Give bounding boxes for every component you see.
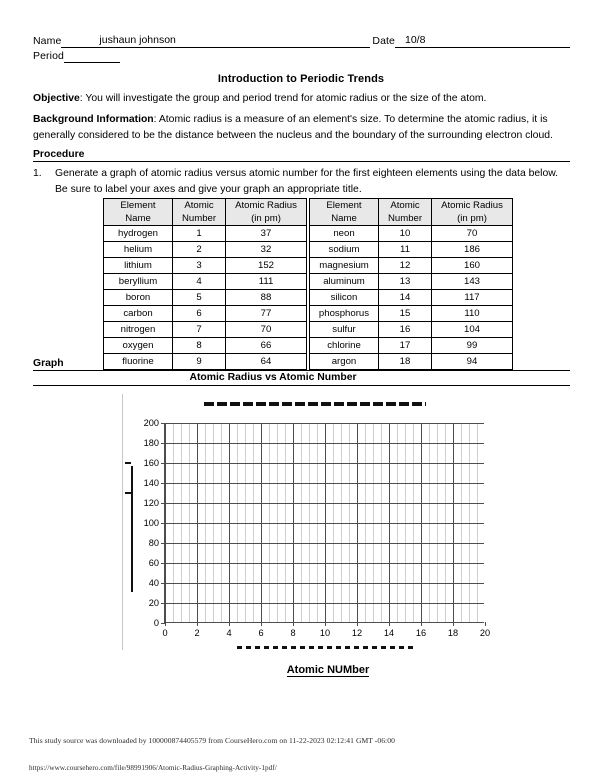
header-element-name [104, 199, 173, 226]
handwritten-xlabel-blank-line [237, 646, 417, 649]
table-row [310, 274, 513, 290]
header-element-name-line1: Element [120, 200, 156, 211]
table-row [310, 338, 513, 354]
table-row [104, 290, 307, 306]
header-atomic-radius-line2: (in pm) [251, 213, 281, 224]
cell-atomic-radius: 88 [226, 290, 307, 306]
cell-atomic-radius: 37 [226, 226, 307, 242]
cell-atomic-number: 12 [379, 258, 432, 274]
y-axis-tick-label: 40 [119, 579, 165, 588]
header-atomic-radius [432, 199, 513, 226]
footer-url[interactable]: https://www.coursehero.com/file/98991906/Atomic-Radius-Graphing-Activity-1pdf/ [29, 764, 277, 772]
x-axis-tick-label: 14 [374, 622, 404, 638]
x-axis-tick-label: 16 [406, 622, 436, 638]
y-axis-tick-label: 140 [119, 479, 165, 488]
cell-element-name: oxygen [104, 338, 173, 354]
cell-element-name: carbon [104, 306, 173, 322]
name-value: jushaun johnson [99, 34, 176, 46]
procedure-heading: Procedure [33, 148, 570, 162]
cell-atomic-number: 16 [379, 322, 432, 338]
background-paragraph [33, 112, 570, 143]
table-row [310, 226, 513, 242]
cell-atomic-number: 8 [173, 338, 226, 354]
cell-element-name: aluminum [310, 274, 379, 290]
cell-element-name: boron [104, 290, 173, 306]
name-input-line[interactable] [61, 34, 370, 48]
period-row [33, 48, 570, 63]
y-axis-tick-label: 160 [119, 459, 165, 468]
header-element-name-line2: Name [331, 213, 357, 224]
y-axis-tick-label: 100 [119, 519, 165, 528]
footer-source-text: This study source was downloaded by 100000874405579 from CourseHero.com on 11-22-2023 02:12:41 GMT -06:00 [29, 736, 395, 745]
header-atomic-radius-line1: Atomic Radius [441, 200, 503, 211]
y-axis-tick-label: 60 [119, 559, 165, 568]
procedure-item-1-number: 1. [33, 168, 42, 179]
table-row [104, 274, 307, 290]
cell-atomic-number: 11 [379, 242, 432, 258]
cell-atomic-radius: 32 [226, 242, 307, 258]
element-data-table-left [103, 198, 307, 370]
date-input-line[interactable] [395, 34, 570, 48]
objective-paragraph [33, 91, 570, 107]
graph-heading: Graph [33, 357, 570, 371]
table-row [104, 226, 307, 242]
cell-atomic-radius: 143 [432, 274, 513, 290]
header-atomic-radius [226, 199, 307, 226]
y-axis-tick-label: 180 [119, 439, 165, 448]
y-axis-tick-label: 200 [119, 419, 165, 428]
x-axis-tick-label: 4 [214, 622, 244, 638]
handwritten-title-blank-line [204, 402, 426, 406]
y-axis-tick-label: 80 [119, 539, 165, 548]
header-element-name [310, 199, 379, 226]
x-axis-tick-label: 0 [150, 622, 180, 638]
grid-major-horizontal [165, 423, 484, 622]
graph-title-line[interactable] [33, 371, 570, 386]
cell-atomic-radius: 104 [432, 322, 513, 338]
cell-element-name: sulfur [310, 322, 379, 338]
student-header [33, 33, 570, 63]
date-value: 10/8 [405, 34, 426, 46]
cell-atomic-radius: 111 [226, 274, 307, 290]
chart-xaxis-label-text: Atomic NUMber [286, 664, 370, 676]
cell-atomic-radius: 186 [432, 242, 513, 258]
cell-element-name: fluorine [104, 354, 173, 370]
cell-element-name: beryllium [104, 274, 173, 290]
cell-element-name: sodium [310, 242, 379, 258]
cell-element-name: argon [310, 354, 379, 370]
cell-atomic-radius: 66 [226, 338, 307, 354]
chart-plot-grid[interactable] [143, 418, 491, 638]
header-atomic-radius-line2: (in pm) [457, 213, 487, 224]
table-row [310, 306, 513, 322]
objective-label: Objective [33, 93, 80, 104]
cell-atomic-number: 4 [173, 274, 226, 290]
header-atomic-number [379, 199, 432, 226]
table-row [104, 322, 307, 338]
table-row [310, 258, 513, 274]
cell-atomic-radius: 117 [432, 290, 513, 306]
cell-atomic-number: 5 [173, 290, 226, 306]
cell-atomic-radius: 64 [226, 354, 307, 370]
chart-area [118, 394, 538, 676]
page-title: Introduction to Periodic Trends [217, 73, 385, 85]
cell-element-name: magnesium [310, 258, 379, 274]
cell-atomic-radius: 110 [432, 306, 513, 322]
table-row [104, 242, 307, 258]
table-row [104, 338, 307, 354]
background-label: Background Information [33, 114, 154, 125]
header-atomic-radius-line1: Atomic Radius [235, 200, 297, 211]
period-input-line[interactable] [64, 49, 120, 63]
date-label: Date [372, 35, 395, 47]
element-data-table-right [309, 198, 513, 370]
cell-atomic-number: 7 [173, 322, 226, 338]
cell-atomic-number: 13 [379, 274, 432, 290]
x-axis-tick-label: 12 [342, 622, 372, 638]
cell-atomic-number: 17 [379, 338, 432, 354]
table-row [310, 322, 513, 338]
period-label: Period [33, 50, 64, 62]
header-atomic-number [173, 199, 226, 226]
cell-atomic-number: 18 [379, 354, 432, 370]
cell-atomic-radius: 70 [432, 226, 513, 242]
table-header-row [310, 199, 513, 226]
y-axis-tick-label: 0 [119, 619, 165, 628]
cell-atomic-number: 2 [173, 242, 226, 258]
header-atomic-number-line1: Atomic [184, 200, 214, 211]
chart-xaxis-label [118, 664, 538, 676]
procedure-item-1 [33, 166, 570, 197]
cell-atomic-number: 14 [379, 290, 432, 306]
table-row [104, 258, 307, 274]
cell-element-name: lithium [104, 258, 173, 274]
objective-text: : You will investigate the group and period trend for atomic radius or the size of the atom. [79, 93, 487, 104]
table-row [310, 242, 513, 258]
table-row [310, 290, 513, 306]
table-header-row [104, 199, 307, 226]
y-axis-tick-label: 120 [119, 499, 165, 508]
cell-element-name: hydrogen [104, 226, 173, 242]
graph-title-text: Atomic Radius vs Atomic Number [189, 372, 357, 383]
x-axis-tick-label: 6 [246, 622, 276, 638]
background-text: : Atomic radius is a measure of an element's size. To determine the atomic radius, it is generally considered to be the distance between the nucleus and the boundary of the surrounding electron cloud. [33, 114, 553, 141]
y-axis-tick-label: 20 [119, 599, 165, 608]
x-axis-tick-label: 10 [310, 622, 340, 638]
cell-atomic-number: 9 [173, 354, 226, 370]
cell-element-name: silicon [310, 290, 379, 306]
cell-atomic-radius: 77 [226, 306, 307, 322]
procedure-item-1-text: Generate a graph of atomic radius versus atomic number for the first eighteen elements using the data below. Be sure to label your axes and give your graph an appropriate title. [55, 168, 559, 195]
cell-element-name: helium [104, 242, 173, 258]
header-element-name-line1: Element [326, 200, 362, 211]
x-axis-tick-label: 8 [278, 622, 308, 638]
cell-atomic-number: 10 [379, 226, 432, 242]
x-axis-tick-label: 2 [182, 622, 212, 638]
cell-element-name: phosphorus [310, 306, 379, 322]
cell-atomic-number: 1 [173, 226, 226, 242]
cell-atomic-radius: 99 [432, 338, 513, 354]
cell-atomic-number: 15 [379, 306, 432, 322]
cell-atomic-radius: 152 [226, 258, 307, 274]
x-axis-tick-label: 20 [470, 622, 500, 638]
cell-element-name: chlorine [310, 338, 379, 354]
cell-element-name: nitrogen [104, 322, 173, 338]
cell-atomic-radius: 160 [432, 258, 513, 274]
name-label: Name [33, 35, 62, 47]
header-atomic-number-line1: Atomic [390, 200, 420, 211]
header-element-name-line2: Name [125, 213, 151, 224]
cell-atomic-radius: 70 [226, 322, 307, 338]
table-row [104, 306, 307, 322]
cell-atomic-radius: 94 [432, 354, 513, 370]
name-date-row [33, 33, 570, 48]
header-atomic-number-line2: Number [181, 213, 217, 224]
x-axis-tick-label: 18 [438, 622, 468, 638]
cell-element-name: neon [310, 226, 379, 242]
cell-atomic-number: 3 [173, 258, 226, 274]
cell-atomic-number: 6 [173, 306, 226, 322]
header-atomic-number-line2: Number [387, 213, 423, 224]
